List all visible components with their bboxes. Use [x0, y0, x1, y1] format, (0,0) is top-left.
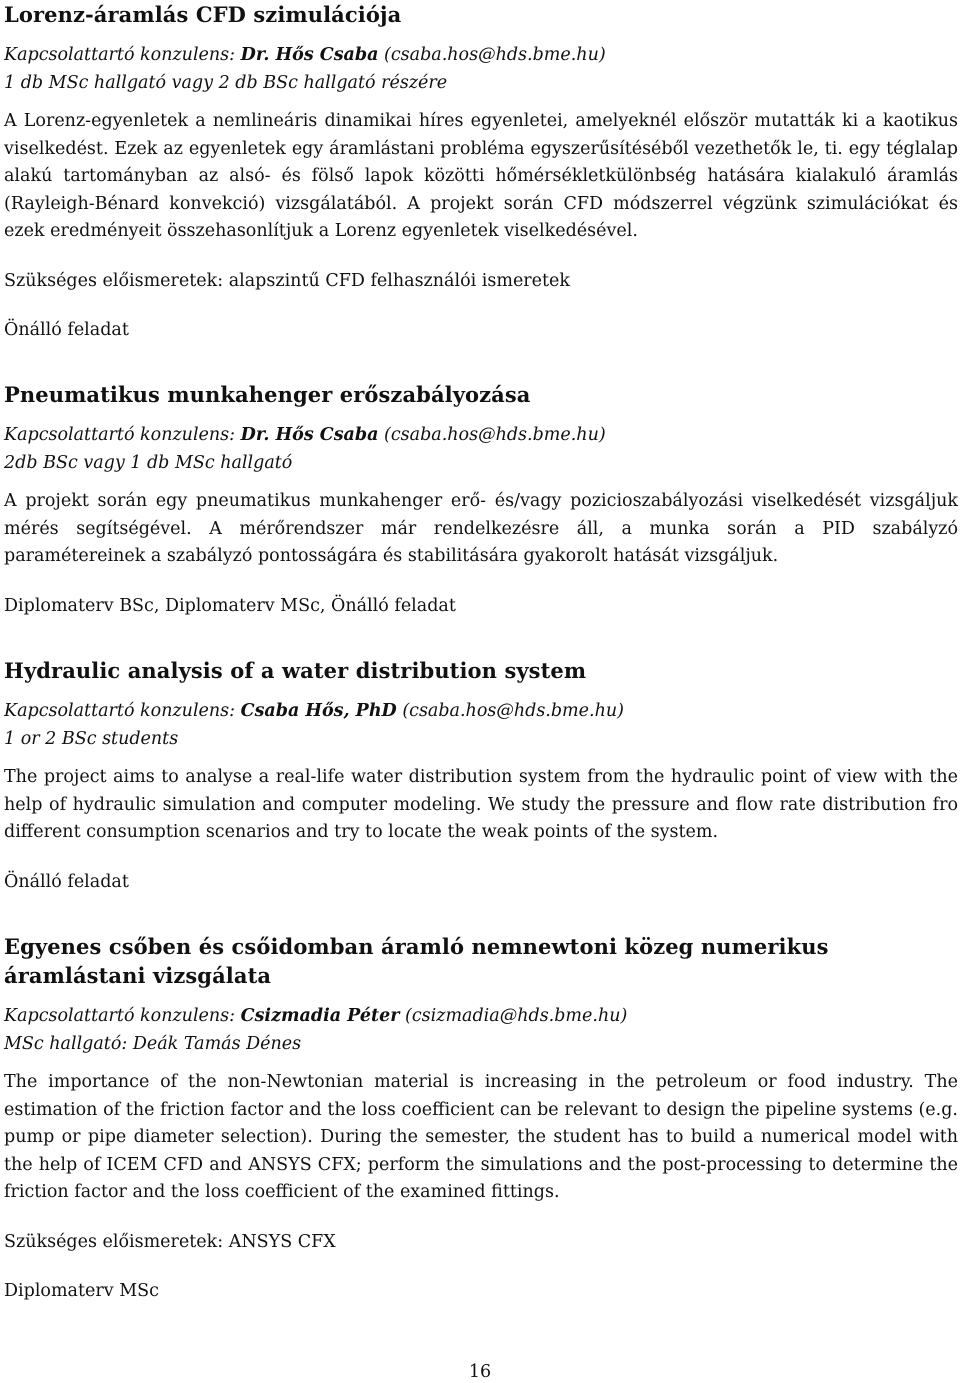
contact-email: (csaba.hos@hds.bme.hu): [384, 425, 606, 445]
contact-name: Csizmadia Péter: [240, 1006, 400, 1026]
contact-email: (csizmadia@hds.bme.hu): [405, 1006, 628, 1026]
contact-line: [4, 421, 958, 449]
students-line: 1 db MSc hallgató vagy 2 db BSc hallgató részére: [4, 73, 448, 93]
prerequisites: Szükséges előismeretek: alapszintű CFD felhasználói ismeretek: [4, 270, 571, 291]
contact-name: Dr. Hős Csaba: [240, 45, 379, 65]
contact-label: Kapcsolattartó konzulens:: [4, 425, 236, 445]
contact-line: [4, 41, 958, 69]
contact-email: (csaba.hos@hds.bme.hu): [402, 701, 624, 721]
project-water-distribution: [4, 656, 958, 896]
contact-label: Kapcsolattartó konzulens:: [4, 1006, 236, 1026]
prerequisites: Szükséges előismeretek: ANSYS CFX: [4, 1231, 336, 1252]
contact-name: Dr. Hős Csaba: [240, 425, 379, 445]
contact-line: [4, 697, 958, 725]
project-title: Egyenes csőben és csőidomban áramló nemnewtoni közeg numerikus áramlástani vizsgálata: [4, 934, 829, 988]
contact-label: Kapcsolattartó konzulens:: [4, 701, 236, 721]
project-description: The project aims to analyse a real-life water distribution system from the hydraulic point of view with the help of hydraulic simulation and computer modeling. We study the pressure and flow rate distribution fro different consumption scenarios and try to locate the weak points of the system.: [4, 767, 958, 842]
project-type: Önálló feladat: [4, 319, 129, 340]
project-title: Lorenz-áramlás CFD szimulációja: [4, 2, 402, 27]
students-line: 2db BSc vagy 1 db MSc hallgató: [4, 453, 293, 473]
project-type: Diplomaterv BSc, Diplomaterv MSc, Önálló feladat: [4, 595, 456, 616]
contact-email: (csaba.hos@hds.bme.hu): [384, 45, 606, 65]
project-title: Pneumatikus munkahenger erőszabályozása: [4, 382, 531, 407]
project-lorenz: [4, 0, 958, 344]
project-type: Önálló feladat: [4, 871, 129, 892]
contact-line: [4, 1002, 958, 1030]
project-description: The importance of the non-Newtonian material is increasing in the petroleum or food industry. The estimation of the friction factor and the loss coefficient can be relevant to design the pipeline systems (e.g. pump or pipe diameter selection). During the semester, the student has to build a numerical model with the help of ICEM CFD and ANSYS CFX; perform the simulations and the post-processing to determine the friction factor and the loss coefficient of the examined fittings.: [4, 1072, 958, 1202]
project-description: A Lorenz-egyenletek a nemlineáris dinamikai híres egyenletei, amelyeknél először mutatták ki a kaotikus viselkedést. Ezek az egyenletek egy áramlástani probléma egyszerűsítéséből vezethetők le, ti. egy téglalap alakú tartományban az alsó- és fölső lapok közötti hőmérsékletkülönbség hatására kialakuló áramlás (Rayleigh-Bénard konvekció) vizsgálatából. A projekt során CFD módszerrel végzünk szimulációkat és ezek eredményeit összehasonlítjuk a Lorenz egyenletek viselkedésével.: [4, 111, 958, 241]
project-type: Diplomaterv MSc: [4, 1280, 159, 1301]
students-line: 1 or 2 BSc students: [4, 729, 179, 749]
project-title: Hydraulic analysis of a water distribution system: [4, 658, 587, 683]
contact-name: Csaba Hős, PhD: [240, 701, 397, 721]
project-description: A projekt során egy pneumatikus munkahenger erő- és/vagy pozicioszabályozási viselkedését vizsgáljuk mérés segítségével. A mérőrendszer már rendelkezésre áll, a munka során a PID szabályzó paramétereinek a szabályzó pontosságára és stabilitására gyakorolt hatását vizsgáljuk.: [4, 491, 958, 566]
contact-label: Kapcsolattartó konzulens:: [4, 45, 236, 65]
page-number: 16: [468, 1362, 492, 1382]
project-pneumatic: [4, 380, 958, 620]
students-line: MSc hallgató: Deák Tamás Dénes: [4, 1034, 302, 1054]
project-non-newtonian: [4, 932, 958, 1305]
